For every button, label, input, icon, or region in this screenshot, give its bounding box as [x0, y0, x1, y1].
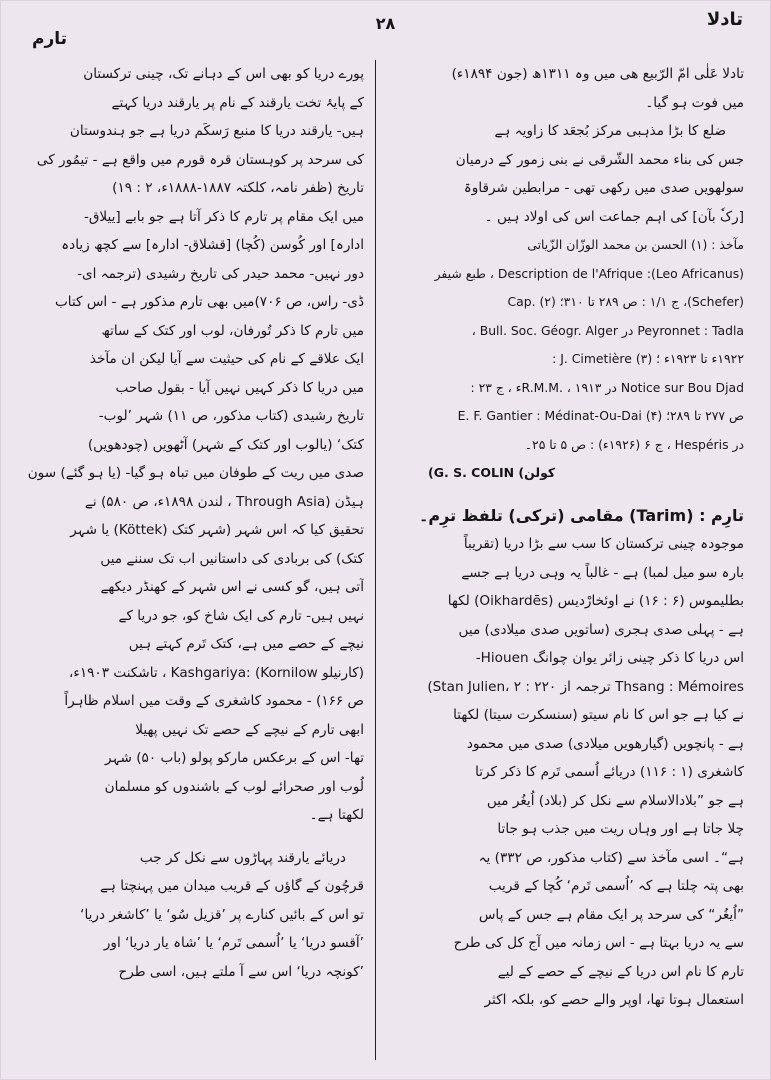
- text-line: ۱۹۲۲ء تا ۱۹۲۳ء ؛ (۳) J. Cimetière :: [552, 351, 744, 366]
- author-credit: [388, 459, 744, 488]
- text-line: سے یہ دریا بہتا ہے - اس زمانہ میں آج کل کی طرح: [453, 935, 744, 951]
- left-column: [16, 60, 364, 1060]
- text-line: تحقیق کیا کہ اس شہر (شہر کتک (Köttek) یا شہر: [70, 522, 364, 538]
- text-line: سولھویں صدی میں رکھی تھی - مرابطین شرقاوۃ: [463, 180, 744, 196]
- text-line: دریائے یارقند پہاڑوں سے نکل کر جب: [139, 849, 346, 866]
- text-line: آتی ہیں، گو کسی نے اس شہر کے کھنڈر دیکھے: [100, 579, 364, 595]
- right-column: [388, 60, 744, 1060]
- text-line: جس کی بناء محمد الشّرقی نے بنی زمور کے درمیان: [455, 151, 744, 168]
- text-line: بطلیموس (۶ : ۱۶) نے اوئخارْدیس (Oikhardēs) لکھا: [447, 593, 744, 609]
- text-line: Notice sur Bou Djad در R.M.M. ، ۱۹۱۳ء ، ج ۲۳ :: [470, 379, 744, 395]
- spacer: [388, 488, 744, 502]
- text-line: میں دریا کا ذکر کہیں نہیں آیا - بقول صاحب: [115, 379, 364, 396]
- text-line: میں تارم کا ذکر تُورفان، لوب اور کتک کے ساتھ: [101, 322, 364, 339]
- paragraph: [388, 117, 744, 231]
- text-line: [رکٗ بآن] کی اہم جماعت اس کی اولاد ہیں ۔: [484, 208, 744, 225]
- text-line: لُوب اور صحرائے لوب کے باشندوں کو مسلمان: [104, 778, 364, 795]
- text-line: بھی پتہ چلتا ہے کہ ’اُسمی تَرم‘ کُچا کے قریب: [488, 878, 744, 894]
- text-line: تھا- اس کے برعکس مارکو پولو (باب ۵۰) شہر: [105, 750, 364, 766]
- text-line: مآخذ : (۱) الحسن بن محمد الوزّان الزّیاتی: [527, 237, 744, 252]
- tadla-ending-paragraph: [388, 60, 744, 117]
- text-line: ’آقسو دریا‘ یا ’اُسمی تَرم‘ یا ’شاہ یار دریا‘ اور: [103, 935, 364, 951]
- text-line: چلا جاتا ہے اور وہاں ریت میں جذب ہو جاتا: [497, 821, 744, 837]
- text-line: در Hespéris ، ج ۶ (۱۹۲۶ء) : ص ۵ تا ۲۵۔: [524, 436, 744, 452]
- text-line: ہے جو ”بلادالاسلام سے نکل کر (بلاد) اُیغُر میں: [486, 792, 744, 809]
- text-line: ہے“۔ اسی مآخذ سے (کتاب مذکور، ص ۳۳۲) یہ: [478, 849, 744, 866]
- entry-heading: تارِم : (Tarim) مقامی (ترکی) تلفظ ترِم۔: [419, 505, 744, 525]
- text-line: لکھتا ہے۔: [309, 807, 364, 823]
- running-head-right: تادلا: [706, 9, 743, 30]
- text-line: ضلع کا بڑا مذہبی مرکز بُجعَد کا زاویہ ہے: [494, 123, 726, 139]
- text-line: کی سرحد پر کوہستان قرہ قورم میں واقع ہے - تیمُور کی: [36, 151, 364, 168]
- text-line: کتک‘ (یالوب اور کتک کے شہر) آٹھویں (چودھویں): [87, 436, 364, 453]
- text-line: (Leo Africanus): Description de l'Afrique ، طبع شیفر: [434, 265, 744, 281]
- text-line: ہیں- یارقند دریا کا منبع رَسکَم دریا ہے جو ہندوستان: [69, 123, 364, 139]
- text-line: تاریخ (ظفر نامہ، کلکتہ ۱۸۸۷-۱۸۸۸ء، ۲ : ۱۹): [112, 180, 364, 196]
- sources-section: [388, 231, 744, 459]
- text-line: میں ایک مقام پر تارم کا ذکر آتا ہے جو بابے [ییلاق-: [83, 208, 364, 225]
- text-line: ص ۲۷۷ تا ۲۸۹؛ (۴) E. F. Gantier : Médinat-Ou-Dai: [457, 408, 744, 423]
- text-line: نیچے کے حصے میں ہے، کتک تَرم کہتے ہیں: [128, 636, 364, 652]
- page-number: ۲۸: [375, 14, 396, 33]
- text-line: ہے - پہلی صدی ہجری (ساتویں صدی میلادی) میں: [458, 621, 744, 638]
- text-line: موجودہ چینی ترکستان کا سب سے بڑا دریا (تقریباً: [463, 536, 744, 552]
- text-line: ہے - پانچویں (گیارھویں میلادی) صدی میں محمود: [466, 735, 744, 752]
- text-line: کاشغری (۱ : ۱۱۶) دریائے اُسمی تَرم کا ذکر کرتا: [475, 764, 744, 780]
- running-head-left: تارم: [32, 29, 68, 49]
- text-line: Peyronnet : Tadla در Bull. Soc. Géogr. Alger ،: [471, 322, 744, 338]
- author-credit-text: (G. S. COLIN (کولن: [428, 465, 556, 480]
- text-line: ہیڈن (Through Asia ، لندن ۱۸۹۸ء، ص ۵۸۰) نے: [84, 493, 364, 510]
- text-line: ڈی- راس، ص ۷۰۶)میں بھی تارم مذکور ہے - اس کتاب: [55, 294, 364, 310]
- text-line: بارہ سو میل لمبا) ہے - غالباً یہ وہی دریا ہے جسے: [461, 564, 744, 581]
- entry-tarim: [388, 502, 744, 1015]
- text-line: ادارہ] اور کُوسن (کُچا) [قشلاق- ادارہ] سے کچھ زیادہ: [61, 237, 364, 253]
- text-line: پورے دریا کو بھی اس کے دہانے تک، چینی ترکستان: [83, 66, 364, 82]
- text-line: (کارنیلو Kashgariya: (Kornilow ، تاشکنت ۱۹۰۳ء،: [69, 664, 364, 681]
- text-line: Thsang : Mémoires ترجمہ از Stan Julien، ۲ : ۲۲۰): [427, 678, 744, 695]
- text-line: ص ۱۶۶) - محمود کاشغری کے وقت میں اسلام ظاہراً: [64, 693, 364, 709]
- paragraph: [16, 60, 364, 830]
- text-line: دور نہیں- محمد حیدر کی تاریخ رشیدی (ترجمہ ای-: [77, 265, 364, 282]
- text-line: کے پایۂ تخت یارقند کے نام پر یارقند دریا کہتے: [111, 94, 364, 111]
- spacer: [16, 830, 364, 844]
- column-divider: [375, 60, 376, 1060]
- text-line: ”اُیغُر“ کی سرحد پر ایک مقام ہے جس کے پاس: [478, 906, 744, 923]
- text-line: تارم کا نام اس دریا کے نیچے کے حصے کے لیے: [497, 963, 744, 980]
- text-line: استعمال ہوتا تھا، اوپر والے حصے کو، بلکہ اکثر: [484, 992, 744, 1008]
- text-line: کتک) کی بربادی کی داستانیں اب تک سننے میں: [100, 550, 364, 567]
- text-line: اس دریا کا ذکر چینی زائر یوان چوانگ Hiouen-: [475, 650, 744, 666]
- text-line: ایک علاقے کے نام کی حیثیت سے آیا لیکن ان مآخذ: [89, 351, 364, 367]
- text-line: نے کیا ہے جو اس کا نام سیتو (سنسکرت سیتا) لکھتا: [453, 707, 744, 723]
- text-line: نہیں ہیں- تارم کی ایک شاخ کو، جو دریا کے: [118, 607, 364, 624]
- text-line: (Schefer)، ج ۱/۱ : ص ۲۸۹ تا ۳۱۰؛ (۲) .Cap: [507, 294, 744, 309]
- text-line: تادلا عَلٰی امّ الرّبیع ھی میں وہ ۱۳۱۱ھ (جون ۱۸۹۴ء): [451, 66, 744, 82]
- text-line: ’کونچہ دریا‘ اس سے آ ملتے ہیں، اسی طرح: [118, 963, 364, 980]
- paragraph: [16, 844, 364, 987]
- text-line: ابھی تارم کے نیچے کے حصے تک نہیں پھیلا: [135, 721, 364, 738]
- text-line: قرچُون کے گاؤں کے قریب میدان میں پہنچتا ہے: [100, 878, 364, 894]
- text-line: تاریخ رشیدی (کتاب مذکور، ص ۱۱) شہر ’لوب-: [98, 408, 364, 424]
- text-line: صدی میں ریت کے طوفان میں تباہ ہو گیا- (یا ہو گئے) سون: [27, 465, 364, 481]
- text-line: تو اس کے بائیں کنارے پر ’قزیل سُو‘ یا ’کاشغر دریا‘: [80, 906, 364, 923]
- text-line: میں فوت ہو گیا۔: [645, 94, 744, 111]
